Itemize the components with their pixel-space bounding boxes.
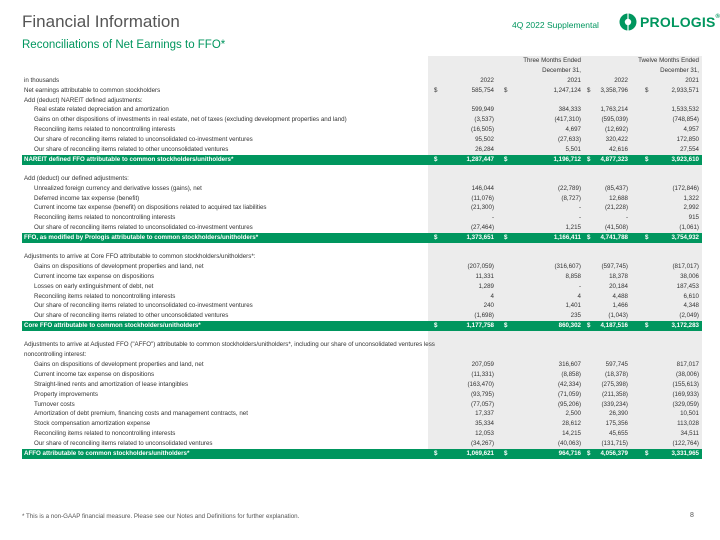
value-cell: 11,331: [475, 272, 494, 280]
value-cell: -: [578, 282, 581, 290]
value-cell: (417,310): [554, 116, 581, 124]
table-row: [22, 203, 702, 213]
value-cell: -: [491, 214, 494, 222]
year-col-4: 2021: [637, 76, 699, 87]
value-cell: (595,039): [601, 116, 628, 124]
value-cell: (155,613): [672, 380, 699, 388]
value-cell: (1,698): [474, 312, 494, 320]
value-cell: (27,464): [470, 224, 494, 232]
row-label: Add (deduct) our defined adjustments:: [24, 174, 129, 182]
row-label: Net earnings attributable to common stockholders: [24, 86, 161, 94]
header-three-months: Three Months Ended: [448, 56, 581, 67]
value-cell: (211,358): [601, 390, 628, 398]
value-cell: (38,006): [675, 370, 699, 378]
header-three-months-date: December 31,: [542, 66, 581, 74]
value-cell: 172,850: [676, 136, 699, 144]
value-cell: (1,061): [679, 224, 699, 232]
value-cell: 2,500: [565, 410, 581, 418]
value-cell: (597,745): [601, 262, 628, 270]
logo-text: PROLOGIS®: [640, 14, 720, 30]
total-row: [22, 233, 702, 243]
header-row-dates: [22, 66, 702, 76]
value-cell: 1,215: [565, 224, 581, 232]
value-cell: 4,741,788: [600, 234, 628, 242]
spacer-row: [22, 165, 702, 174]
table-row: [22, 429, 702, 439]
value-cell: 3,358,796: [600, 86, 628, 94]
table-row: [22, 213, 702, 223]
value-cell: (22,789): [557, 184, 581, 192]
value-cell: 1,533,532: [671, 106, 699, 114]
row-label: Add (deduct) NAREIT defined adjustments:: [24, 96, 143, 104]
header-row-periods: [22, 56, 702, 66]
dollar-sign: $: [645, 155, 649, 163]
value-cell: 12,053: [475, 430, 494, 438]
dollar-sign: $: [587, 155, 591, 163]
value-cell: 17,337: [475, 410, 494, 418]
value-cell: 8,858: [565, 272, 581, 280]
value-cell: 4: [490, 292, 494, 300]
value-cell: 113,028: [677, 420, 699, 428]
value-cell: (85,437): [604, 184, 628, 192]
row-label: Turnover costs: [34, 400, 75, 408]
value-cell: 915: [688, 214, 699, 222]
row-label: Stock compensation amortization expense: [34, 420, 151, 428]
row-label: Amortization of debt premium, financing costs and management contracts, net: [34, 410, 248, 418]
row-label: Adjustments to arrive at Core FFO attributable to common stockholders/unitholders*:: [24, 253, 256, 261]
row-label: Straight-lined rents and amortization of lease intangibles: [34, 380, 189, 388]
value-cell: (169,933): [672, 390, 699, 398]
value-cell: 4,056,379: [600, 449, 628, 457]
row-label: Our share of reconciling items related to unconsolidated ventures: [34, 440, 213, 448]
value-cell: (21,228): [604, 204, 628, 212]
value-cell: 3,331,965: [671, 449, 699, 457]
table-row: [22, 194, 702, 204]
dollar-sign: $: [587, 234, 591, 242]
table-row: [22, 400, 702, 410]
value-cell: 1,196,712: [553, 155, 581, 163]
value-cell: 1,289: [478, 282, 494, 290]
value-cell: 597,745: [605, 360, 628, 368]
value-cell: 2,933,571: [671, 86, 699, 94]
table-row: [22, 419, 702, 429]
table-row: [22, 135, 702, 145]
value-cell: 5,501: [565, 146, 581, 154]
value-cell: 10,501: [680, 410, 699, 418]
table-row: [22, 409, 702, 419]
spacer-row: [22, 243, 702, 252]
value-cell: 12,688: [609, 194, 628, 202]
spacer-row: [22, 331, 702, 340]
dollar-sign: $: [645, 234, 649, 242]
value-cell: (275,398): [601, 380, 628, 388]
row-label: Deferred income tax expense (benefit): [34, 194, 140, 202]
table-row: [22, 390, 702, 400]
header-twelve-months: Twelve Months Ended: [566, 56, 699, 67]
footnote: * This is a non-GAAP financial measure. Please see our Notes and Definitions for further explanation.: [22, 513, 300, 520]
value-cell: (21,300): [470, 204, 494, 212]
dollar-sign: $: [434, 155, 438, 163]
row-label: Our share of reconciling items related to unconsolidated co-investment ventures: [34, 136, 253, 144]
table-row: [22, 105, 702, 115]
table-row: [22, 86, 702, 96]
row-label: Reconciling items related to noncontrolling interests: [34, 126, 176, 134]
row-label: Gains on other dispositions of investments in real estate, net of taxes (excluding development properties and land): [34, 116, 347, 124]
table-row: [22, 340, 702, 360]
value-cell: 42,616: [609, 146, 628, 154]
table-row: [22, 115, 702, 125]
value-cell: 240: [483, 302, 494, 310]
value-cell: 817,017: [676, 360, 699, 368]
value-cell: (93,795): [470, 390, 494, 398]
value-cell: (34,267): [470, 440, 494, 448]
value-cell: 26,284: [475, 146, 494, 154]
value-cell: 3,172,283: [671, 322, 699, 330]
value-cell: (12,692): [604, 126, 628, 134]
page-subtitle: Reconciliations of Net Earnings to FFO*: [22, 39, 226, 51]
row-label: Our share of reconciling items related to other unconsolidated ventures: [34, 146, 229, 154]
table-row: [22, 370, 702, 380]
dollar-sign: $: [645, 449, 649, 457]
dollar-sign: $: [504, 322, 508, 330]
value-cell: 964,716: [558, 449, 581, 457]
value-cell: (71,059): [557, 390, 581, 398]
company-logo: [619, 13, 720, 31]
value-cell: 320,422: [605, 136, 628, 144]
dollar-sign: $: [504, 234, 508, 242]
value-cell: (817,017): [672, 262, 699, 270]
value-cell: 4: [577, 292, 581, 300]
year-col-3: 2022: [566, 76, 628, 87]
table-row: [22, 292, 702, 302]
table-row: [22, 311, 702, 321]
table-row: [22, 96, 702, 106]
row-label: Gains on dispositions of development properties and land, net: [34, 262, 204, 270]
value-cell: (40,063): [557, 440, 581, 448]
value-cell: 585,754: [471, 86, 494, 94]
value-cell: -: [625, 214, 628, 222]
dollar-sign: $: [587, 86, 591, 94]
value-cell: 45,655: [609, 430, 628, 438]
row-label: FFO, as modified by Prologis attributable to common stockholders/unitholders*: [24, 234, 259, 242]
dollar-sign: $: [504, 155, 508, 163]
row-label: Reconciling items related to noncontrolling interests: [34, 430, 176, 438]
value-cell: 1,373,651: [466, 234, 494, 242]
supplemental-label: 4Q 2022 Supplemental: [512, 20, 599, 30]
row-label: Reconciling items related to noncontrolling interests: [34, 292, 176, 300]
value-cell: 860,302: [558, 322, 581, 330]
row-label: Current income tax expense on dispositions: [34, 370, 155, 378]
row-label: Our share of reconciling items related to unconsolidated co-investment ventures: [34, 224, 253, 232]
value-cell: -: [578, 214, 581, 222]
dollar-sign: $: [434, 449, 438, 457]
value-cell: 3,923,610: [671, 155, 699, 163]
row-label: Unrealized foreign currency and derivative losses (gains), net: [34, 184, 202, 192]
value-cell: (1,043): [608, 312, 628, 320]
row-label: Real estate related depreciation and amortization: [34, 106, 169, 114]
value-cell: 4,697: [565, 126, 581, 134]
table-row: [22, 439, 702, 449]
value-cell: 6,610: [683, 292, 699, 300]
value-cell: 235: [570, 312, 581, 320]
value-cell: (8,727): [561, 194, 581, 202]
value-cell: 38,006: [680, 272, 699, 280]
value-cell: 599,949: [471, 106, 494, 114]
dollar-sign: $: [434, 86, 438, 94]
value-cell: (77,057): [470, 400, 494, 408]
value-cell: (11,331): [471, 370, 494, 378]
value-cell: 4,877,323: [600, 155, 628, 163]
value-cell: 4,348: [683, 302, 699, 310]
value-cell: (131,715): [601, 440, 628, 448]
value-cell: (95,206): [557, 400, 581, 408]
page-number: 8: [690, 512, 694, 519]
row-label: Core FFO attributable to common stockholders/unitholders*: [24, 322, 201, 330]
value-cell: 2,992: [683, 204, 699, 212]
value-cell: (11,076): [471, 194, 494, 202]
value-cell: (122,764): [672, 440, 699, 448]
reconciliation-table: [22, 56, 702, 459]
dollar-sign: $: [434, 234, 438, 242]
row-label: Losses on early extinguishment of debt, net: [34, 282, 154, 290]
row-label: Reconciling items related to noncontrolling interests: [34, 214, 176, 222]
row-label: Adjustments to arrive at Adjusted FFO ("AFFO") attributable to common stockholders/unitholders*, including our share of unconsolidated ventures less noncontrolling interest:: [24, 341, 435, 359]
dollar-sign: $: [587, 449, 591, 457]
row-label: Current income tax expense on dispositions: [34, 272, 155, 280]
value-cell: 34,511: [680, 430, 699, 438]
year-col-2: 2021: [519, 76, 581, 87]
table-row: [22, 272, 702, 282]
value-cell: 1,247,124: [553, 86, 581, 94]
value-cell: 187,453: [676, 282, 699, 290]
logo-mark-icon: [619, 13, 637, 31]
value-cell: 1,466: [612, 302, 628, 310]
value-cell: (41,508): [604, 224, 628, 232]
value-cell: (2,049): [679, 312, 699, 320]
value-cell: 18,378: [609, 272, 628, 280]
value-cell: 316,607: [558, 360, 581, 368]
total-row: [22, 155, 702, 165]
value-cell: 28,612: [562, 420, 581, 428]
value-cell: (329,059): [672, 400, 699, 408]
table-row: [22, 184, 702, 194]
value-cell: (42,334): [557, 380, 581, 388]
value-cell: -: [578, 204, 581, 212]
value-cell: 3,754,932: [671, 234, 699, 242]
value-cell: (3,537): [474, 116, 494, 124]
dollar-sign: $: [645, 322, 649, 330]
dollar-sign: $: [504, 86, 508, 94]
value-cell: 1,069,621: [466, 449, 494, 457]
table-row: [22, 360, 702, 370]
table-row: [22, 223, 702, 233]
row-label: Gains on dispositions of development properties and land, net: [34, 360, 204, 368]
table-row: [22, 252, 702, 262]
total-row: [22, 449, 702, 459]
value-cell: (339,234): [601, 400, 628, 408]
value-cell: 4,957: [683, 126, 699, 134]
value-cell: 95,502: [475, 136, 494, 144]
table-row: [22, 125, 702, 135]
header-row-years: [22, 76, 702, 86]
value-cell: 1,322: [683, 194, 699, 202]
row-label: Our share of reconciling items related to unconsolidated co-investment ventures: [34, 302, 253, 310]
table-row: [22, 174, 702, 184]
table-row: [22, 145, 702, 155]
value-cell: (8,858): [561, 370, 581, 378]
value-cell: (748,854): [672, 116, 699, 124]
row-label: Property improvements: [34, 390, 98, 398]
value-cell: (163,470): [467, 380, 494, 388]
year-col-1: 2022: [448, 76, 494, 87]
value-cell: 207,059: [471, 360, 494, 368]
value-cell: 1,763,214: [600, 106, 628, 114]
value-cell: 14,215: [562, 430, 581, 438]
value-cell: (27,633): [557, 136, 581, 144]
value-cell: 146,044: [471, 184, 494, 192]
dollar-sign: $: [504, 449, 508, 457]
value-cell: 4,187,516: [600, 322, 628, 330]
row-label: AFFO attributable to common stockholders/unitholders*: [24, 449, 190, 457]
value-cell: 20,184: [609, 282, 628, 290]
value-cell: (172,846): [672, 184, 699, 192]
table-row: [22, 262, 702, 272]
value-cell: 1,401: [565, 302, 581, 310]
value-cell: (207,059): [467, 262, 494, 270]
value-cell: 26,390: [609, 410, 628, 418]
dollar-sign: $: [587, 322, 591, 330]
value-cell: (18,378): [604, 370, 628, 378]
row-label: NAREIT defined FFO attributable to common stockholders/unitholders*: [24, 155, 234, 163]
value-cell: 384,333: [558, 106, 581, 114]
row-label: Current income tax expense (benefit) on dispositions related to acquired tax liabilities: [34, 204, 267, 212]
table-row: [22, 380, 702, 390]
value-cell: (316,607): [554, 262, 581, 270]
value-cell: 1,287,447: [466, 155, 494, 163]
row-label: Our share of reconciling items related to other unconsolidated ventures: [34, 312, 229, 320]
dollar-sign: $: [434, 322, 438, 330]
table-row: [22, 301, 702, 311]
total-row: [22, 321, 702, 331]
value-cell: 35,334: [475, 420, 494, 428]
page-title: Financial Information: [22, 12, 180, 31]
units-label: in thousands: [24, 76, 60, 84]
value-cell: 175,356: [605, 420, 628, 428]
value-cell: 1,177,758: [466, 322, 494, 330]
header-twelve-months-date: December 31,: [660, 66, 699, 74]
value-cell: 27,554: [680, 146, 699, 154]
value-cell: (16,505): [470, 126, 494, 134]
value-cell: 4,488: [612, 292, 628, 300]
value-cell: 1,166,411: [553, 234, 581, 242]
dollar-sign: $: [645, 86, 649, 94]
table-row: [22, 282, 702, 292]
